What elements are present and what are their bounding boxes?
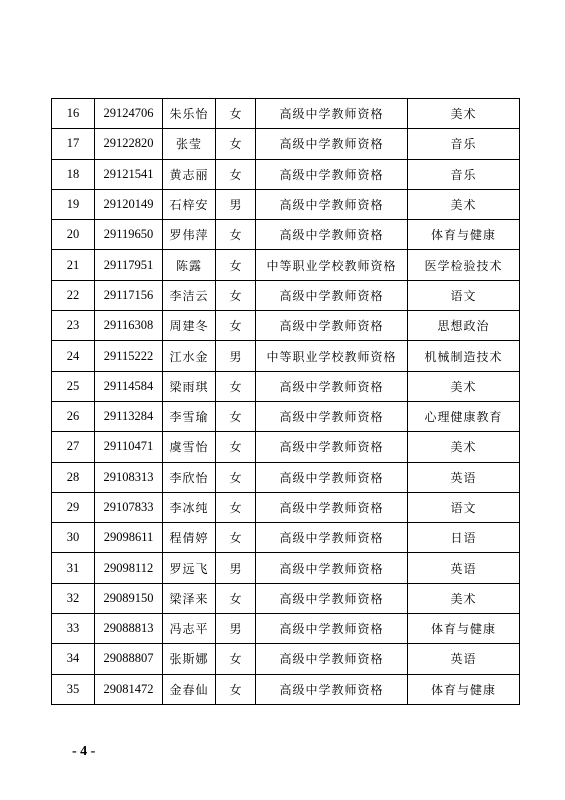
table-row — [52, 189, 520, 219]
table-row — [52, 492, 520, 522]
table-body — [52, 99, 520, 705]
table-row — [52, 311, 520, 341]
qualification-type: 高级中学教师资格 — [256, 371, 408, 401]
qualification-type: 高级中学教师资格 — [256, 159, 408, 189]
subject: 美术 — [408, 99, 520, 129]
person-name: 梁泽来 — [163, 583, 216, 613]
qualification-type: 高级中学教师资格 — [256, 553, 408, 583]
row-index: 18 — [52, 159, 95, 189]
row-index: 21 — [52, 250, 95, 280]
gender: 女 — [216, 492, 256, 522]
certificate-number: 29107833 — [95, 492, 163, 522]
row-index: 23 — [52, 311, 95, 341]
subject: 机械制造技术 — [408, 341, 520, 371]
person-name: 冯志平 — [163, 614, 216, 644]
certificate-number: 29117951 — [95, 250, 163, 280]
gender: 女 — [216, 220, 256, 250]
qualification-type: 高级中学教师资格 — [256, 189, 408, 219]
row-index: 26 — [52, 401, 95, 431]
row-index: 29 — [52, 492, 95, 522]
person-name: 罗远飞 — [163, 553, 216, 583]
person-name: 梁雨琪 — [163, 371, 216, 401]
subject: 语文 — [408, 492, 520, 522]
certificate-number: 29081472 — [95, 674, 163, 704]
row-index: 28 — [52, 462, 95, 492]
table-row — [52, 341, 520, 371]
certificate-number: 29119650 — [95, 220, 163, 250]
subject: 美术 — [408, 432, 520, 462]
certificate-number: 29110471 — [95, 432, 163, 462]
row-index: 27 — [52, 432, 95, 462]
subject: 体育与健康 — [408, 220, 520, 250]
gender: 女 — [216, 280, 256, 310]
qualification-type: 高级中学教师资格 — [256, 280, 408, 310]
gender: 女 — [216, 401, 256, 431]
qualification-type: 高级中学教师资格 — [256, 462, 408, 492]
subject: 思想政治 — [408, 311, 520, 341]
person-name: 金春仙 — [163, 674, 216, 704]
person-name: 周建冬 — [163, 311, 216, 341]
certificate-number: 29098112 — [95, 553, 163, 583]
qualification-type: 高级中学教师资格 — [256, 220, 408, 250]
gender: 女 — [216, 523, 256, 553]
certificate-number: 29113284 — [95, 401, 163, 431]
qualification-type: 高级中学教师资格 — [256, 523, 408, 553]
subject: 语文 — [408, 280, 520, 310]
gender: 女 — [216, 583, 256, 613]
person-name: 李冰纯 — [163, 492, 216, 522]
qualification-type: 高级中学教师资格 — [256, 614, 408, 644]
certificate-number: 29108313 — [95, 462, 163, 492]
certificate-number: 29089150 — [95, 583, 163, 613]
row-index: 31 — [52, 553, 95, 583]
certificate-number: 29117156 — [95, 280, 163, 310]
table-row — [52, 401, 520, 431]
row-index: 17 — [52, 129, 95, 159]
subject: 英语 — [408, 644, 520, 674]
gender: 男 — [216, 614, 256, 644]
row-index: 35 — [52, 674, 95, 704]
subject: 体育与健康 — [408, 674, 520, 704]
certificate-number: 29121541 — [95, 159, 163, 189]
subject: 美术 — [408, 583, 520, 613]
teacher-qualification-table — [51, 98, 520, 705]
gender: 女 — [216, 462, 256, 492]
row-index: 34 — [52, 644, 95, 674]
gender: 女 — [216, 371, 256, 401]
qualification-type: 高级中学教师资格 — [256, 311, 408, 341]
page-number: - 4 - — [72, 744, 96, 759]
row-index: 30 — [52, 523, 95, 553]
certificate-number: 29088813 — [95, 614, 163, 644]
row-index: 25 — [52, 371, 95, 401]
subject: 英语 — [408, 462, 520, 492]
qualification-type: 高级中学教师资格 — [256, 644, 408, 674]
subject: 医学检验技术 — [408, 250, 520, 280]
table-row — [52, 280, 520, 310]
subject: 音乐 — [408, 129, 520, 159]
person-name: 李欣怡 — [163, 462, 216, 492]
certificate-number: 29115222 — [95, 341, 163, 371]
qualification-type: 高级中学教师资格 — [256, 401, 408, 431]
row-index: 20 — [52, 220, 95, 250]
qualification-type: 中等职业学校教师资格 — [256, 250, 408, 280]
row-index: 24 — [52, 341, 95, 371]
subject: 美术 — [408, 189, 520, 219]
person-name: 陈露 — [163, 250, 216, 280]
table-row — [52, 220, 520, 250]
person-name: 黄志丽 — [163, 159, 216, 189]
person-name: 李洁云 — [163, 280, 216, 310]
person-name: 李雪瑜 — [163, 401, 216, 431]
table-row — [52, 432, 520, 462]
qualification-type: 中等职业学校教师资格 — [256, 341, 408, 371]
table-row — [52, 523, 520, 553]
table-row — [52, 371, 520, 401]
subject: 音乐 — [408, 159, 520, 189]
certificate-number: 29124706 — [95, 99, 163, 129]
gender: 女 — [216, 250, 256, 280]
gender: 女 — [216, 129, 256, 159]
row-index: 33 — [52, 614, 95, 644]
subject: 美术 — [408, 371, 520, 401]
qualification-type: 高级中学教师资格 — [256, 432, 408, 462]
subject: 英语 — [408, 553, 520, 583]
qualification-type: 高级中学教师资格 — [256, 492, 408, 522]
subject: 日语 — [408, 523, 520, 553]
subject: 心理健康教育 — [408, 401, 520, 431]
gender: 女 — [216, 311, 256, 341]
certificate-number: 29114584 — [95, 371, 163, 401]
table-row — [52, 674, 520, 704]
certificate-number: 29120149 — [95, 189, 163, 219]
table-row — [52, 159, 520, 189]
gender: 女 — [216, 674, 256, 704]
person-name: 朱乐怡 — [163, 99, 216, 129]
table-row — [52, 583, 520, 613]
gender: 男 — [216, 341, 256, 371]
qualification-type: 高级中学教师资格 — [256, 583, 408, 613]
person-name: 虞雪怡 — [163, 432, 216, 462]
row-index: 19 — [52, 189, 95, 219]
table-row — [52, 129, 520, 159]
table-row — [52, 614, 520, 644]
person-name: 张莹 — [163, 129, 216, 159]
person-name: 江水金 — [163, 341, 216, 371]
table-row — [52, 462, 520, 492]
certificate-number: 29088807 — [95, 644, 163, 674]
subject: 体育与健康 — [408, 614, 520, 644]
gender: 女 — [216, 99, 256, 129]
table-row — [52, 250, 520, 280]
gender: 男 — [216, 553, 256, 583]
qualification-type: 高级中学教师资格 — [256, 674, 408, 704]
person-name: 程倩婷 — [163, 523, 216, 553]
table-row — [52, 553, 520, 583]
person-name: 张斯娜 — [163, 644, 216, 674]
row-index: 32 — [52, 583, 95, 613]
qualification-type: 高级中学教师资格 — [256, 99, 408, 129]
person-name: 石梓安 — [163, 189, 216, 219]
gender: 女 — [216, 159, 256, 189]
gender: 女 — [216, 432, 256, 462]
row-index: 16 — [52, 99, 95, 129]
person-name: 罗伟萍 — [163, 220, 216, 250]
table-row — [52, 644, 520, 674]
qualification-type: 高级中学教师资格 — [256, 129, 408, 159]
gender: 男 — [216, 189, 256, 219]
gender: 女 — [216, 644, 256, 674]
certificate-number: 29122820 — [95, 129, 163, 159]
certificate-number: 29116308 — [95, 311, 163, 341]
certificate-number: 29098611 — [95, 523, 163, 553]
row-index: 22 — [52, 280, 95, 310]
table-row — [52, 99, 520, 129]
